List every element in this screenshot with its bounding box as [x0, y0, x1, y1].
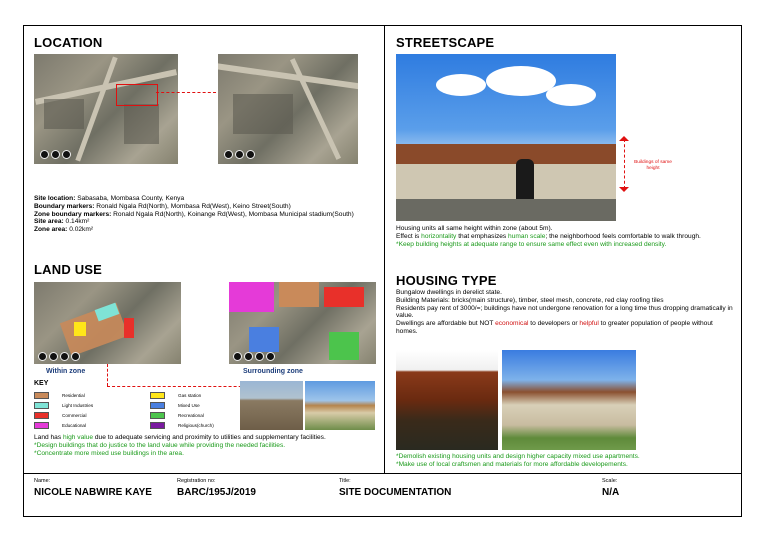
- key-title: KEY: [34, 380, 49, 387]
- location-aerial-map: [34, 54, 178, 164]
- footer-scale-label: Scale:: [602, 478, 618, 484]
- map-controls-icon: [233, 352, 275, 361]
- street-photo-small-1: [240, 381, 303, 430]
- key-label: Residential: [62, 393, 85, 398]
- housing-photo-1: [396, 350, 498, 450]
- footer-name-label: Name:: [34, 478, 51, 484]
- housing-text: Bungalow dwellings in derelict state. Building Materials: bricks(main structure), timber, steel mesh, concrete, red clay roofing tiles Residents pay rent of 3000/=; buildings have not undergone renovation for a long time thus dropping dramatically in value. Dwellings are affordable but NOT economical to developers or helpful to greater population of people without homes.: [396, 289, 733, 335]
- housing-photo-2: [502, 350, 636, 450]
- key-label: Educational: [62, 423, 87, 428]
- location-zoom-map: [218, 54, 358, 164]
- arrow-up-icon: [619, 136, 629, 141]
- housing-bullets: *Demolish existing housing units and design higher capacity mixed use apartments. *Make use of local craftsmen and materials for more affordable developements.: [396, 453, 640, 468]
- streetscape-heading: STREETSCAPE: [396, 35, 495, 50]
- location-details: Site location: Sabasaba, Mombasa County, Kenya Boundary markers: Ronald Ngala Rd(North), Mombasa Rd(West), Keino Street(South) Zone boundary markers: Ronald Ngala Rd(North), Koinange Rd(West), Mombasa Municipal stadium(South) Site area: 0.14km² Zone area: 0.02km²: [34, 195, 354, 234]
- height-indicator: [624, 139, 625, 189]
- zoom-area-marker: [116, 84, 158, 106]
- zone-connector: [107, 364, 108, 386]
- streetscape-photo: [396, 54, 616, 221]
- key-label: Recreational: [178, 413, 204, 418]
- footer-name-value: NICOLE NABWIRE KAYE: [34, 487, 152, 498]
- caption-within-zone: Within zone: [46, 368, 86, 375]
- key-label: Light Industries: [62, 403, 94, 408]
- street-photo-small-2: [305, 381, 375, 430]
- footer-divider: [23, 473, 742, 474]
- key-swatch: [34, 412, 49, 419]
- key-label: Mixed Use: [178, 403, 200, 408]
- land-use-within-map: [34, 282, 181, 364]
- caption-surrounding-zone: Surrounding zone: [243, 368, 303, 375]
- key-swatch: [150, 392, 165, 399]
- arrow-down-icon: [619, 187, 629, 192]
- land-use-heading: LAND USE: [34, 262, 103, 277]
- location-heading: LOCATION: [34, 35, 103, 50]
- footer-reg-label: Registration no:: [177, 478, 216, 484]
- footer-scale-value: N/A: [602, 487, 620, 498]
- map-controls-icon: [40, 150, 71, 159]
- footer-title-value: SITE DOCUMENTATION: [339, 487, 452, 498]
- height-annotation: Buildings of same height: [634, 160, 672, 171]
- key-swatch: [150, 402, 165, 409]
- key-swatch: [150, 412, 165, 419]
- zoom-connector: [156, 92, 216, 93]
- map-controls-icon: [224, 150, 255, 159]
- footer-title-label: Title:: [339, 478, 351, 484]
- land-use-text: Land has high value due to adequate servicing and proximity to utilities and supplementary facilities. *Design buildings that do justice to the land value while providing the needed facilities. *Concentrate more mixed use buildings in the area.: [34, 434, 326, 457]
- vertical-divider: [384, 25, 385, 473]
- key-label: Commercial: [62, 413, 87, 418]
- key-label: Gas station: [178, 393, 202, 398]
- streetscape-text: Housing units all same height within zone (about 5m). Effect is horizontality that emphasizes human scale; the neighborhood feels comfortable to walk through. *Keep building heights at adequate range to ensure same effect even with increased density.: [396, 225, 701, 248]
- key-swatch: [34, 422, 49, 429]
- key-label: Religious(church): [178, 423, 214, 428]
- housing-heading: HOUSING TYPE: [396, 273, 497, 288]
- key-swatch: [34, 402, 49, 409]
- key-swatch: [150, 422, 165, 429]
- footer-reg-value: BARC/195J/2019: [177, 487, 256, 498]
- map-controls-icon: [38, 352, 80, 361]
- key-swatch: [34, 392, 49, 399]
- land-use-surrounding-map: [229, 282, 376, 364]
